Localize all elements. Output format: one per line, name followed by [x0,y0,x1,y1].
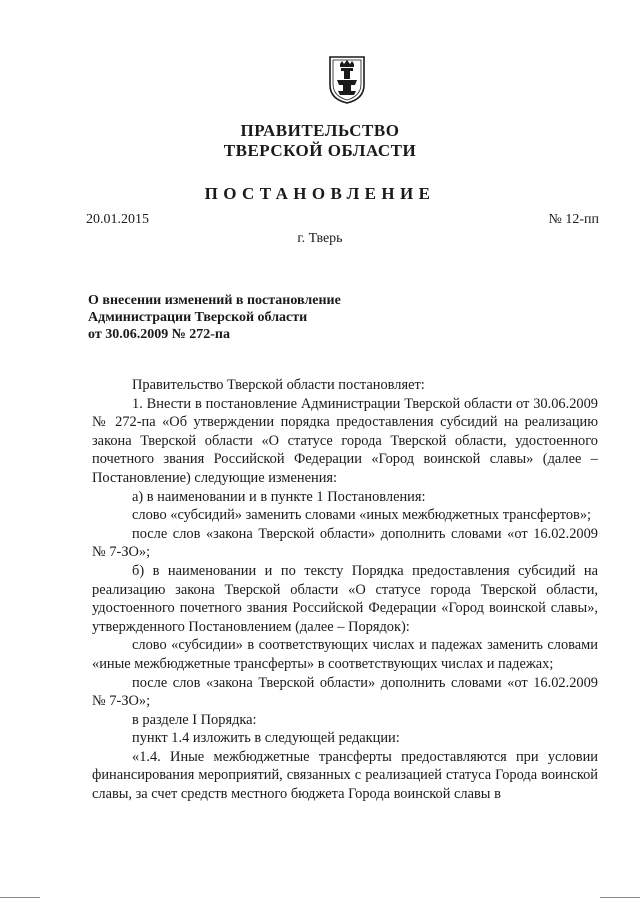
government-name-line2: ТВЕРСКОЙ ОБЛАСТИ [223,141,417,160]
body-paragraph: «1.4. Иные межбюджетные трансферты предоставляются при условии финансирования мероприятий, связанных с реализацией статуса Города воинской славы, за счет средств местного бюджета Города воинской славы в [92,748,598,803]
document-city: г. Тверь [297,231,343,246]
document-body [92,376,598,804]
subject-line: О внесении изменений в постановление [88,293,341,308]
government-name-line1: ПРАВИТЕЛЬСТВО [240,121,400,140]
body-paragraph: слово «субсидий» заменить словами «иных межбюджетных трансфертов»; [132,507,592,524]
page-edge-mark [0,897,40,898]
subject-line: от 30.06.2009 № 272-па [88,327,230,342]
body-paragraph: 1. Внести в постановление Администрации Тверской области от 30.06.2009 № 272-па «Об утверждении порядка предоставления субсидий на реализацию закона Тверской области «О статусе города Тверской области, удостоенного почетного звания Российской Федерации «Город воинской славы» (далее – Постановление) следующие изменения: [92,395,598,486]
document-subject [88,292,408,343]
page-edge-mark [600,897,640,898]
document-date: 20.01.2015 [86,212,149,227]
body-paragraph: а) в наименовании и в пункте 1 Постановления: [132,488,426,505]
body-paragraph: после слов «закона Тверской области» дополнить словами «от 16.02.2009 № 7-ЗО»; [92,525,598,561]
subject-line: Администрации Тверской области [88,310,308,325]
body-paragraph: Правительство Тверской области постановляет: [132,377,425,393]
body-paragraph: в разделе I Порядка: [132,711,257,728]
document-number: № 12-пп [548,212,599,227]
body-paragraph: б) в наименовании и по тексту Порядка предоставления субсидий на реализацию закона Тверской области «О статусе города Тверской области, удостоенного почетного звания Российской Федерации «Город воинской славы», утвержденного Постановлением (далее – Порядок): [92,562,598,635]
tver-coat-of-arms-icon [328,55,366,105]
body-paragraph: слово «субсидии» в соответствующих числах и падежах заменить словами «иные межбюджетные трансферты» в соответствующих числах и падежах; [92,637,598,672]
body-paragraph: после слов «закона Тверской области» дополнить словами «от 16.02.2009 № 7-ЗО»; [92,674,598,710]
document-type: ПОСТАНОВЛЕНИЕ [204,184,436,203]
body-paragraph: пункт 1.4 изложить в следующей редакции: [132,730,400,747]
